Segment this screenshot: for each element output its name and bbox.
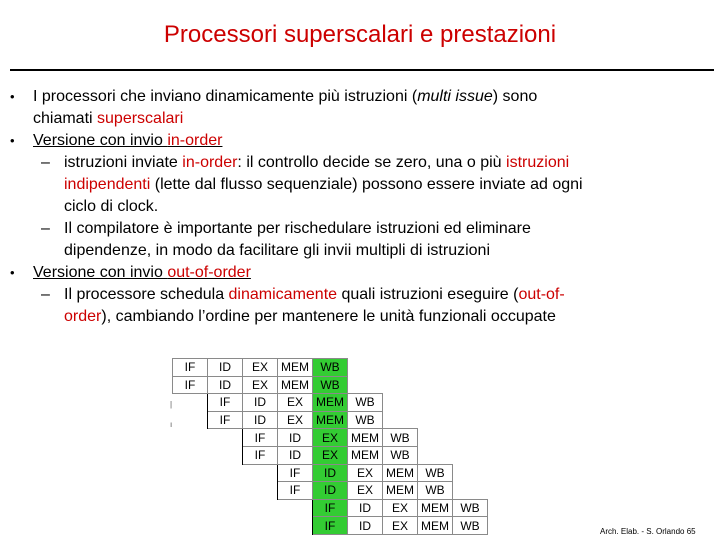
pipeline-stage-cell: EX <box>278 394 313 412</box>
text: : il controllo decide se zero, una o più <box>237 154 507 171</box>
term-multi-issue: multi issue <box>417 88 493 105</box>
pipeline-stage-cell: WB <box>383 446 418 464</box>
dash-marker: – <box>41 286 50 303</box>
pipeline-stage-cell: EX <box>348 464 383 482</box>
pipeline-stage-cell: MEM <box>383 464 418 482</box>
pipeline-row <box>173 376 488 394</box>
term-in-order: in-order <box>182 154 238 171</box>
text: Versione con invio <box>33 132 168 149</box>
pipeline-empty-cell <box>418 376 453 394</box>
bullet-marker: • <box>10 133 15 148</box>
pipeline-empty-cell <box>173 411 208 429</box>
text: ), cambiando l’ordine per mantenere le unità funzionali occupate <box>101 308 556 325</box>
pipeline-stage-cell: EX <box>243 376 278 394</box>
pipeline-stage-cell: IF <box>243 446 278 464</box>
pipeline-stage-cell: IF <box>208 394 243 412</box>
pipeline-stage-cell: IF <box>173 376 208 394</box>
text: (lette dal flusso sequenziale) possono essere inviate ad ogni <box>150 176 583 193</box>
pipeline-stage-cell: ID <box>313 482 348 500</box>
pipeline-stage-cell: EX <box>313 446 348 464</box>
pipeline-stage-cell: ID <box>208 359 243 377</box>
text: Il processore schedula <box>64 286 229 303</box>
term-indipendenti: indipendenti <box>64 176 151 193</box>
pipeline-row <box>173 499 488 517</box>
pipeline-stage-cell: IF <box>278 482 313 500</box>
subbullet-dynamic-schedule <box>41 284 565 328</box>
pipeline-empty-cell <box>208 499 243 517</box>
pipeline-stage-cell: EX <box>243 359 278 377</box>
pipeline-row <box>173 411 488 429</box>
term-order: order <box>64 308 102 325</box>
pipeline-stage-cell: ID <box>313 464 348 482</box>
term-out-of: out-of- <box>518 286 565 303</box>
pipeline-empty-cell <box>208 517 243 535</box>
pipeline-stage-cell: WB <box>418 464 453 482</box>
text: ciclo di clock. <box>64 198 159 215</box>
pipeline-empty-cell <box>453 429 488 447</box>
pipeline-stage-cell: ID <box>243 411 278 429</box>
pipeline-stage-cell: IF <box>278 464 313 482</box>
pipeline-stage-cell: IF <box>243 429 278 447</box>
pipeline-stage-cell: ID <box>243 394 278 412</box>
pipeline-stage-cell: WB <box>453 517 488 535</box>
text: Versione con invio <box>33 264 168 281</box>
bullet-in-order <box>10 130 223 152</box>
pipeline-stage-cell: WB <box>383 429 418 447</box>
text: istruzioni inviate <box>64 154 183 171</box>
bullet-marker: • <box>10 265 15 280</box>
term-in-order: in-order <box>167 132 223 149</box>
pipeline-empty-cell <box>208 429 243 447</box>
pipeline-empty-cell <box>418 394 453 412</box>
pipeline-stage-cell: IF <box>313 499 348 517</box>
pipeline-stage-cell: WB <box>418 482 453 500</box>
pipeline-row <box>173 394 488 412</box>
text: quali istruzioni eseguire ( <box>337 286 519 303</box>
pipeline-stage-cell: WB <box>313 359 348 377</box>
pipeline-empty-cell <box>453 359 488 377</box>
bullet-marker: • <box>10 89 15 104</box>
pipeline-stage-cell: WB <box>348 411 383 429</box>
pipeline-empty-cell <box>173 429 208 447</box>
pipeline-empty-cell <box>243 482 278 500</box>
subbullet-in-order-issue <box>41 152 583 218</box>
pipeline-row <box>173 429 488 447</box>
text: ) sono <box>492 88 538 105</box>
stray-marks: | ı <box>170 400 173 429</box>
pipeline-stage-cell: EX <box>383 517 418 535</box>
bullet-multi-issue <box>10 86 538 130</box>
pipeline-empty-cell <box>453 394 488 412</box>
pipeline-empty-cell <box>383 394 418 412</box>
pipeline-empty-cell <box>453 446 488 464</box>
term-dinamicamente: dinamicamente <box>228 286 338 303</box>
pipeline-stage-cell: MEM <box>313 411 348 429</box>
pipeline-stage-cell: MEM <box>278 359 313 377</box>
pipeline-stage-cell: EX <box>278 411 313 429</box>
title-divider <box>10 69 714 71</box>
pipeline-empty-cell <box>173 464 208 482</box>
pipeline-empty-cell <box>418 411 453 429</box>
term-superscalari: superscalari <box>97 110 184 127</box>
pipeline-stage-cell: ID <box>278 429 313 447</box>
pipeline-stage-cell: EX <box>348 482 383 500</box>
pipeline-stage-cell: WB <box>348 394 383 412</box>
term-istruzioni: istruzioni <box>506 154 570 171</box>
pipeline-empty-cell <box>348 359 383 377</box>
pipeline-stage-cell: MEM <box>313 394 348 412</box>
dash-marker: – <box>41 220 50 237</box>
pipeline-empty-cell <box>418 446 453 464</box>
text: Il compilatore è importante per rischedulare istruzioni ed eliminare <box>64 220 531 237</box>
pipeline-empty-cell <box>173 517 208 535</box>
pipeline-row <box>173 482 488 500</box>
pipeline-empty-cell <box>383 359 418 377</box>
pipeline-stage-cell: ID <box>278 446 313 464</box>
pipeline-empty-cell <box>173 482 208 500</box>
pipeline-empty-cell <box>453 411 488 429</box>
pipeline-stage-cell: WB <box>313 376 348 394</box>
text: chiamati <box>33 110 98 127</box>
footer-credit: Arch. Elab. - S. Orlando 65 <box>600 527 696 536</box>
pipeline-empty-cell <box>453 376 488 394</box>
pipeline-empty-cell <box>453 464 488 482</box>
pipeline-row <box>173 517 488 535</box>
pipeline-stage-cell: MEM <box>278 376 313 394</box>
pipeline-stage-cell: EX <box>383 499 418 517</box>
pipeline-empty-cell <box>173 446 208 464</box>
pipeline-empty-cell <box>348 376 383 394</box>
text: I processori che inviano dinamicamente più istruzioni ( <box>33 88 418 105</box>
pipeline-stage-cell: IF <box>208 411 243 429</box>
pipeline-empty-cell <box>383 376 418 394</box>
pipeline-stage-cell: MEM <box>348 446 383 464</box>
pipeline-empty-cell <box>173 499 208 517</box>
pipeline-empty-cell <box>243 499 278 517</box>
pipeline-row <box>173 464 488 482</box>
pipeline-stage-cell: ID <box>348 517 383 535</box>
pipeline-stage-cell: MEM <box>418 499 453 517</box>
pipeline-empty-cell <box>173 394 208 412</box>
pipeline-stage-cell: MEM <box>348 429 383 447</box>
pipeline-stage-cell: IF <box>313 517 348 535</box>
pipeline-empty-cell <box>278 499 313 517</box>
pipeline-empty-cell <box>418 359 453 377</box>
pipeline-empty-cell <box>208 464 243 482</box>
pipeline-empty-cell <box>243 464 278 482</box>
pipeline-stage-cell: MEM <box>383 482 418 500</box>
pipeline-empty-cell <box>278 517 313 535</box>
pipeline-empty-cell <box>383 411 418 429</box>
slide-title: Processori superscalari e prestazioni <box>163 21 557 48</box>
pipeline-empty-cell <box>453 482 488 500</box>
dash-marker: – <box>41 154 50 171</box>
pipeline-stage-cell: ID <box>348 499 383 517</box>
text: dipendenze, in modo da facilitare gli invii multipli di istruzioni <box>64 242 490 259</box>
pipeline-stage-cell: EX <box>313 429 348 447</box>
pipeline-stage-cell: ID <box>208 376 243 394</box>
pipeline-row <box>173 446 488 464</box>
subbullet-compiler <box>41 218 531 262</box>
bullet-out-of-order <box>10 262 251 284</box>
pipeline-empty-cell <box>208 446 243 464</box>
pipeline-empty-cell <box>243 517 278 535</box>
pipeline-empty-cell <box>418 429 453 447</box>
pipeline-table <box>172 358 488 535</box>
pipeline-stage-cell: WB <box>453 499 488 517</box>
term-out-of-order: out-of-order <box>167 264 251 281</box>
pipeline-stage-cell: MEM <box>418 517 453 535</box>
pipeline-empty-cell <box>208 482 243 500</box>
pipeline-stage-cell: IF <box>173 359 208 377</box>
pipeline-row <box>173 359 488 377</box>
